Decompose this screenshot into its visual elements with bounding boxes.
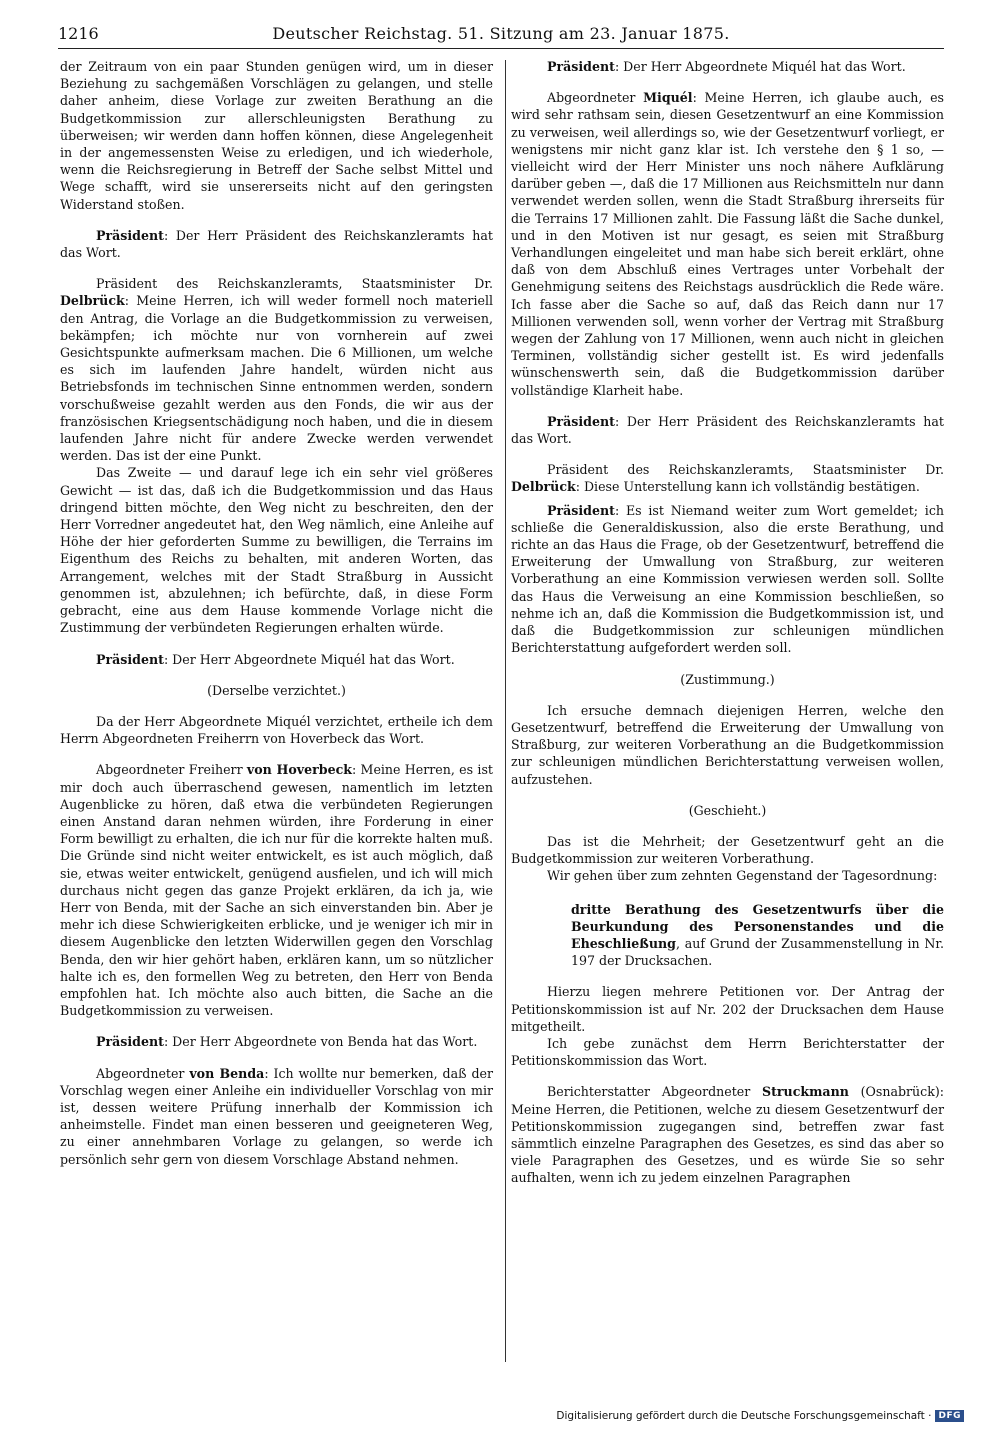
paragraph — [511, 802, 944, 819]
paragraph-text: : Es ist Niemand weiter zum Wort gemeldet; ich schließe die Generaldiskussion, also die erste Berathung, und richte an das Haus die Frage, ob der Gesetzentwurf, betreffend die Erweiterung der Umwallung von Straßburg, zur weiteren Vorberathung an eine Kommission verwiesen werden soll. Sollte das Haus die Verweisung an eine Kommission beschließen, so nehme ich an, daß die Kommission die Budgetkommission ist, und daß die Budgetkommission zur schleunigen mündlichen Berichterstattung aufgefordert werden soll. — [511, 502, 944, 656]
dfg-logo: DFG — [935, 1410, 964, 1422]
paragraph-text: Wir gehen über zum zehnten Gegenstand der Tagesordnung: — [547, 868, 938, 884]
paragraph — [511, 671, 944, 688]
speaker-name: Präsident — [547, 413, 615, 429]
paragraph-text: der Zeitraum von ein paar Stunden genügen wird, um in dieser Beziehung zu sachgemäßen Vorschlägen zu gelangen, und stelle daher anheim, diese Vorlage zur zweiten Berathung an die Budgetkommission zur allerschleunigsten Berathung zu überweisen; wir werden dann hoffen können, diese Angelegenheit in der angemessensten Weise zu erledigen, und ich wiederhole, wenn die Reichsregierung in Betreff der Sache selbst Mittel und Wege schafft, wird sie unsererseits nicht auf den geringsten Widerstand stoßen. — [60, 59, 493, 212]
paragraph-text: Abgeordneter — [547, 90, 644, 106]
speaker-name: Delbrück — [60, 293, 125, 309]
paragraph-text: Da der Herr Abgeordnete Miquél verzichtet, ertheile ich dem Herrn Abgeordneten Freiherrn von Hoverbeck das Wort. — [60, 713, 493, 747]
paragraph-text: Abgeordneter Freiherr — [96, 762, 247, 778]
page-header — [58, 22, 944, 49]
paragraph-text: Präsident des Reichskanzleramts, Staatsminister Dr. — [547, 462, 944, 478]
paragraph-text: : Der Herr Abgeordnete Miquél hat das Wort. — [163, 651, 455, 667]
running-title: Deutscher Reichstag. 51. Sitzung am 23. Januar 1875. — [272, 24, 730, 43]
footer-text: Digitalisierung gefördert durch die Deutsche Forschungsgemeinschaft · — [556, 1410, 932, 1422]
paragraph-text: (Geschieht.) — [688, 802, 767, 818]
footer-credit — [556, 1410, 964, 1422]
paragraph — [60, 227, 493, 261]
speaker-name: Präsident — [547, 59, 615, 74]
paragraph — [511, 867, 944, 884]
paragraph-text: Hierzu liegen mehrere Petitionen vor. Der Antrag der Petitionskommission ist auf Nr. 202 der Drucksachen dem Hause mitgetheilt. — [511, 984, 944, 1034]
speaker-name: Struckmann — [762, 1084, 849, 1100]
paragraph-text: Ich gebe zunächst dem Herrn Berichterstatter der Petitionskommission das Wort. — [511, 1035, 944, 1069]
paragraph — [511, 502, 944, 657]
speaker-name: von Benda — [189, 1065, 265, 1081]
page-number: 1216 — [58, 24, 99, 43]
paragraph-text: : Der Herr Präsident des Reichskanzleramts hat das Wort. — [60, 227, 493, 261]
paragraph-text: Berichterstatter Abgeordneter — [547, 1084, 762, 1100]
speaker-name: Miquél — [643, 90, 693, 106]
paragraph-text: : Meine Herren, ich will weder formell noch materiell den Antrag, die Vorlage an die Budgetkommission zu verweisen, bekämpfen; ich möchte nur von vornherein auf zwei Gesichtspunkte aufmerksam machen. Die 6 Millionen, um welche es sich im laufenden Jahre handelt, würden nicht aus Betriebsfonds im technischen Sinne entnommen werden, sondern vorschußweise gezahlt werden aus den Fonds, die wir aus der französischen Kriegsentschädigung noch haben, und die in diesem laufenden Jahre nicht für andere Zwecke werden verwendet werden. Das ist der eine Punkt. — [60, 293, 493, 464]
paragraph — [60, 761, 493, 1019]
paragraph — [511, 833, 944, 867]
paragraph — [511, 901, 944, 970]
left-column — [60, 58, 493, 1168]
paragraph — [60, 275, 493, 464]
paragraph-text: Das ist die Mehrheit; der Gesetzentwurf geht an die Budgetkommission zur weiteren Vorberathung. — [511, 833, 944, 867]
paragraph — [60, 713, 493, 747]
right-column — [511, 58, 944, 1187]
paragraph — [511, 89, 944, 399]
paragraph-text: Präsident des Reichskanzleramts, Staatsminister Dr. — [96, 276, 493, 292]
paragraph — [60, 464, 493, 636]
paragraph-text: (Derselbe verzichtet.) — [207, 682, 346, 698]
paragraph-text: Ich ersuche demnach diejenigen Herren, welche den Gesetzentwurf, betreffend die Erweiterung der Umwallung von Straßburg, zur weiteren Vorberathung an die Budgetkommission zur schleunigen mündlichen Berichterstattung verweisen wollen, aufzustehen. — [511, 702, 944, 787]
speaker-name: von Hoverbeck — [246, 762, 352, 778]
paragraph — [511, 58, 944, 75]
paragraph — [60, 651, 493, 668]
paragraph — [60, 1033, 493, 1050]
paragraph-text: : Meine Herren, es ist mir doch auch überraschend gewesen, namentlich im letzten Augenblicke zu hören, daß etwa die verbündeten Regierungen einen Anstand daran nehmen würden, ihre Forderung in einer Form bewilligt zu erhalten, die ich nur für die korrekte halten muß. Die Gründe sind nicht weiter entwickelt, es ist auch möglich, daß sie, etwas weiter entwickelt, genügend ausfielen, und ich will mich durchaus nicht gegen das ganze Projekt erklären, da ich ja, wie Herr von Benda, mit der Sache an sich einverstanden bin. Aber je mehr ich diese Schwierigkeiten erblicke, und je weniger ich mir in diesem Augenblicke den letzten Widerwillen gegen den Vorschlag Benda, den wir hier gehört haben, erklären kann, um so nützlicher halte ich es, den formellen Weg zu betreten, den Herr von Benda empfohlen hat. Ich möchte also auch bitten, die Sache an die Budgetkommission zu verweisen. — [60, 762, 493, 1019]
paragraph — [60, 682, 493, 699]
paragraph — [511, 413, 944, 447]
speaker-name: Präsident — [547, 502, 615, 518]
paragraph-text: : Meine Herren, ich glaube auch, es wird sehr rathsam sein, diesen Gesetzentwurf an eine Kommission zu verweisen, weil allerdings so, wie der Gesetzentwurf vorliegt, er wenigstens mir nicht ganz klar ist. Ich verstehe den § 1 so, — vielleicht wird der Herr Minister uns noch nähere Aufklärung darüber geben —, daß die 17 Millionen aus Reichsmitteln nur dann verwendet werden sollen, wenn die Stadt Straßburg ihrerseits für die Terrains 17 Millionen zahlt. Die Fassung läßt die Sache dunkel, und in den Motiven ist nur gesagt, es seien mit Straßburg Verhandlungen eingeleitet und man habe sich bereit erklärt, ohne daß von dem Abschluß eines Vertrages unter Vorbehalt der Genehmigung seitens des Reichstags ausdrücklich die Rede wäre. Ich fasse aber die Sache so auf, daß das Reich dann nur 17 Millionen verwenden soll, wenn vorher der Vertrag mit Straßburg wegen der Zahlung von 17 Millionen, wenn auch nicht in gleichen Terminen, vollständig sicher gestellt ist. Es wird jedenfalls wünschenswerth sein, daß die Budgetkommission darüber vollständige Klarheit habe. — [511, 90, 944, 398]
paragraph — [511, 1083, 944, 1186]
speaker-name: Präsident — [96, 1034, 164, 1050]
paragraph-text: : Ich wollte nur bemerken, daß der Vorschlag wegen einer Anleihe ein individueller Vorschlag von mir ist, dessen weitere Prüfung innerhalb der Kommission ich anheimstelle. Findet man einen besseren und geeigneteren Weg, zu einer annehmbaren Vorlage zu gelangen, so werde ich persönlich sehr gern von diesem Vorschlage Abstand nehmen. — [60, 1065, 493, 1167]
paragraph — [511, 461, 944, 495]
paragraph-text: Abgeordneter — [96, 1065, 190, 1081]
paragraph — [511, 702, 944, 788]
paragraph-text: (Osnabrück): Meine Herren, die Petitionen, welche zu diesem Gesetzentwurf der Petitionskommission zugegangen sind, betreffen zwar fast sämmtlich einzelne Paragraphen des Gesetzes, es sind das aber so viele Paragraphen des Gesetzes, und es würde Sie so sehr aufhalten, wenn ich zu jedem einzelnen Paragraphen — [511, 1084, 944, 1186]
speaker-name: Präsident — [96, 227, 164, 243]
paragraph — [511, 1035, 944, 1069]
speaker-name: Delbrück — [511, 479, 576, 495]
paragraph-text: : Der Herr Abgeordnete von Benda hat das Wort. — [163, 1034, 478, 1050]
paragraph-text: (Zustimmung.) — [680, 671, 775, 687]
speaker-name: Präsident — [96, 651, 164, 667]
paragraph-text: : Diese Unterstellung kann ich vollständig bestätigen. — [575, 479, 920, 495]
paragraph-text: Das Zweite — und darauf lege ich ein sehr viel größeres Gewicht — ist das, daß ich die Budgetkommission und das Haus dringend bitten möchte, den Weg nicht zu beschreiten, den der Herr Vorredner angedeutet hat, den Weg nämlich, eine Anleihe auf Höhe der hier geforderten Summe zu bewilligen, die Terrains im Eigenthum des Reichs zu behalten, mit anderen Worten, das Arrangement, welches mit der Stadt Straßburg in Aussicht genommen ist, abzulehnen; ich befürchte, daß, in diese Form gebracht, eine aus dem Hause kommende Vorlage nicht die Zustimmung der verbündeten Regierungen erhalten würde. — [60, 465, 493, 636]
paragraph-text: , auf Grund der Zusammenstellung in Nr. 197 der Drucksachen. — [571, 935, 944, 969]
paragraph — [511, 983, 944, 1035]
column-divider — [505, 60, 506, 1362]
speaker-name: dritte Berathung des Gesetzentwurfs über die Beurkundung des Personenstandes und die Eheschließung — [571, 901, 944, 951]
paragraph-text: : Der Herr Präsident des Reichskanzleramts hat das Wort. — [511, 413, 944, 447]
paragraph-text: : Der Herr Abgeordnete Miquél hat das Wort. — [614, 59, 906, 74]
paragraph — [60, 1065, 493, 1168]
paragraph — [60, 58, 493, 213]
